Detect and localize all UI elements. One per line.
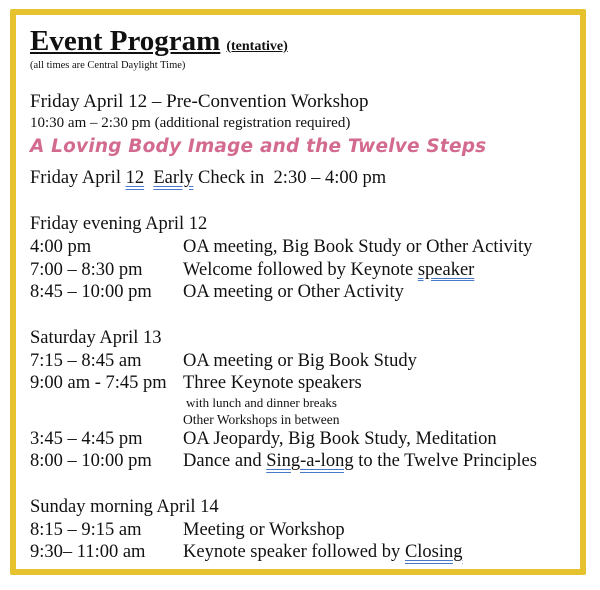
checkin-early-flagged: Early: [153, 168, 194, 188]
row-time: 7:00 – 8:30 pm: [30, 259, 143, 280]
workshop-title: Friday April 12 – Pre-Convention Workshop: [30, 91, 369, 112]
row-description: Three Keynote speakers: [183, 373, 362, 393]
row-description: OA meeting or Other Activity: [183, 282, 404, 302]
row-time: 9:30– 11:00 am: [30, 542, 146, 562]
saturday-note-workshops: Other Workshops in between: [183, 411, 340, 427]
row-description: Meeting or Workshop: [183, 519, 345, 540]
schedule-row: [30, 519, 570, 542]
page-title: Event Program: [30, 25, 221, 57]
row-description: OA meeting or Big Book Study: [183, 350, 417, 371]
row-description-text: Welcome followed by Keynote: [183, 259, 418, 280]
row-description: OA meeting, Big Book Study or Other Activity: [183, 237, 533, 257]
row-time: 4:00 pm: [30, 237, 92, 257]
saturday-note-breaks: with lunch and dinner breaks: [186, 394, 337, 410]
schedule-row: [30, 350, 570, 373]
row-description-text: Dance and: [183, 451, 267, 471]
schedule-row: [30, 541, 570, 564]
title-line: [30, 25, 570, 58]
row-description: [183, 259, 474, 282]
row-time: 7:15 – 8:45 am: [30, 350, 142, 371]
schedule-row: [30, 372, 570, 395]
checkin-text-1: Friday April: [30, 168, 126, 188]
workshop-time: 10:30 am – 2:30 pm (additional registration required): [30, 115, 351, 131]
friday-heading: Friday evening April 12: [30, 214, 208, 234]
schedule-row: [30, 428, 570, 451]
row-description-text: Keynote speaker followed by: [183, 542, 405, 562]
sunday-heading: Sunday morning April 14: [30, 496, 219, 517]
row-description-flagged: Closing: [404, 542, 463, 562]
row-time: 8:15 – 9:15 am: [30, 519, 142, 540]
checkin-space: [144, 168, 153, 188]
program-frame: [10, 9, 586, 575]
row-time: 3:45 – 4:45 pm: [30, 428, 143, 449]
saturday-heading: Saturday April 13: [30, 327, 162, 348]
row-description: OA Jeopardy, Big Book Study, Meditation: [183, 428, 497, 449]
row-time: 8:00 – 10:00 pm: [30, 451, 152, 471]
row-description-text: to the Twelve Principles: [353, 451, 537, 471]
tentative-label: (tentative): [226, 39, 288, 54]
row-time: 8:45 – 10:00 pm: [30, 282, 152, 302]
row-description-flagged: Sing-a-long: [266, 451, 354, 471]
program-content: [30, 25, 570, 564]
workshop-name: A Loving Body Image and the Twelve Steps: [30, 136, 487, 157]
row-description-flagged: speaker: [417, 259, 475, 280]
timezone-note: (all times are Central Daylight Time): [30, 60, 186, 71]
schedule-row: [30, 236, 570, 259]
row-description: [183, 541, 463, 564]
row-description: [183, 450, 537, 473]
schedule-row: [30, 450, 570, 473]
checkin-line: [30, 167, 570, 190]
checkin-text-2: Check in 2:30 – 4:00 pm: [193, 168, 387, 188]
schedule-row: [30, 259, 570, 282]
row-time: 9:00 am - 7:45 pm: [30, 373, 167, 393]
schedule-row: [30, 281, 570, 304]
checkin-date-flagged: 12: [125, 168, 145, 188]
